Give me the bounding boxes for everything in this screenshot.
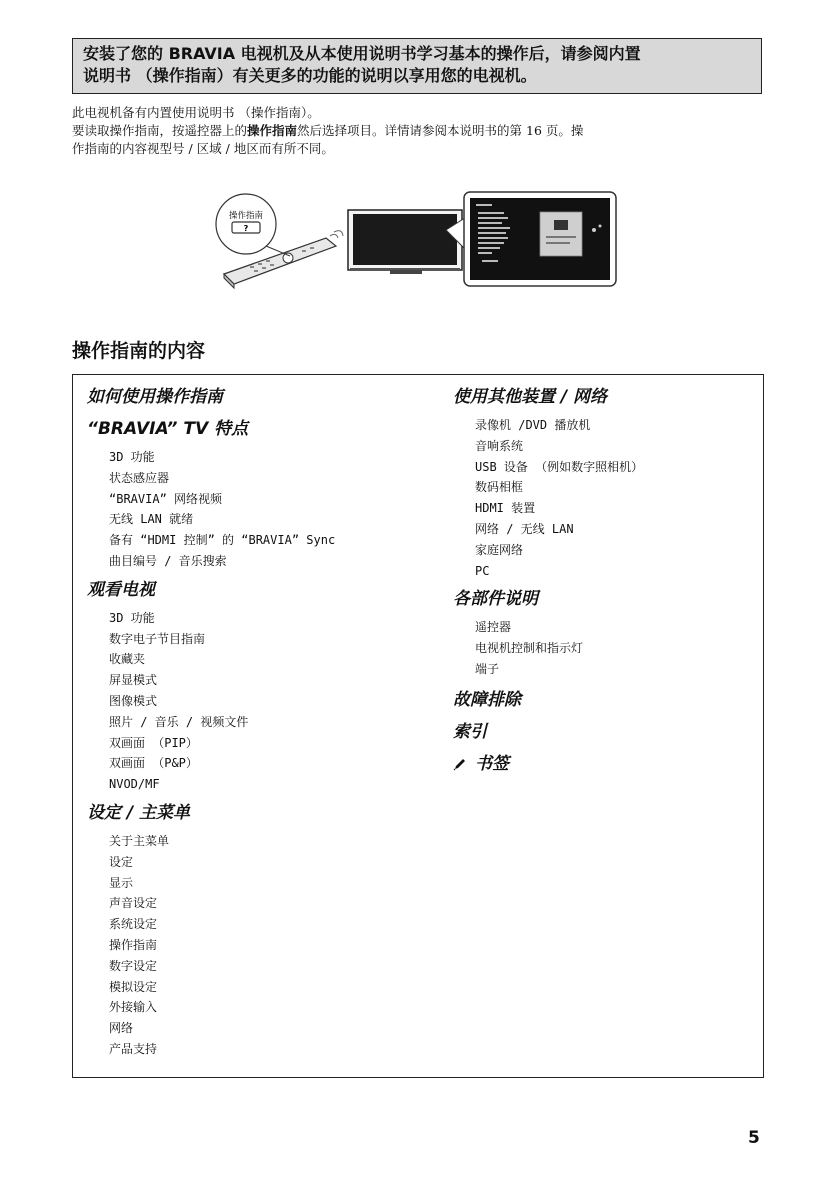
intro-paragraph-1: 此电视机备有内置使用说明书 （操作指南）。 bbox=[72, 105, 320, 120]
toc-item: 产品支持 bbox=[109, 1041, 158, 1056]
toc-heading: 设定 / 主菜单 bbox=[87, 802, 191, 823]
intro-banner bbox=[72, 38, 762, 94]
intro-paragraph-2 bbox=[72, 122, 762, 140]
banner-line-2: 说明书 （操作指南）有关更多的功能的说明以享用您的电视机。 bbox=[83, 66, 537, 85]
toc-item: 数码相框 bbox=[475, 480, 524, 495]
guide-button-key: ? bbox=[243, 224, 249, 233]
banner-line-1: 安装了您的 BRAVIA 电视机及从本使用说明书学习基本的操作后，请参阅内置 bbox=[83, 44, 641, 63]
toc-item: 屏显模式 bbox=[109, 673, 158, 688]
guide-screen-callout bbox=[446, 192, 616, 286]
intro-p2-after: 然后选择项目。详情请参阅本说明书的第 16 页。操 bbox=[297, 123, 584, 138]
toc-item-list bbox=[87, 608, 427, 795]
toc-item: 外接输入 bbox=[109, 1000, 158, 1015]
guide-button-callout bbox=[216, 194, 290, 256]
toc-heading: 各部件说明 bbox=[453, 589, 538, 610]
toc-item: 端子 bbox=[475, 661, 500, 676]
toc-item-list bbox=[87, 447, 427, 572]
toc-item: 网络 bbox=[109, 1021, 134, 1036]
toc-item: 音响系统 bbox=[475, 438, 524, 453]
toc-item-list bbox=[453, 617, 753, 679]
toc-item: 状态感应器 bbox=[109, 470, 170, 485]
toc-item: 关于主菜单 bbox=[109, 833, 170, 848]
toc-item: NVOD/MF bbox=[109, 777, 160, 792]
toc-item: 无线 LAN 就绪 bbox=[109, 512, 194, 527]
tv-image bbox=[348, 210, 462, 274]
toc-item: 声音设定 bbox=[109, 896, 158, 911]
page-number: 5 bbox=[748, 1128, 760, 1148]
toc-item: 备有 “HDMI 控制” 的 “BRAVIA” Sync bbox=[109, 533, 336, 548]
toc-item: 双画面 （PIP） bbox=[109, 735, 198, 750]
toc-item: HDMI 装置 bbox=[475, 501, 536, 516]
toc-item: 收藏夹 bbox=[109, 652, 146, 667]
toc-item-list bbox=[87, 831, 427, 1060]
intro-p2-bold: 操作指南 bbox=[247, 123, 298, 138]
toc-item: 曲目编号 / 音乐搜索 bbox=[109, 553, 227, 568]
pencil-icon bbox=[453, 757, 467, 771]
toc-item-list bbox=[453, 415, 753, 581]
toc-heading: 如何使用操作指南 bbox=[87, 387, 223, 407]
toc-heading: 故障排除 bbox=[453, 689, 521, 710]
toc-item: 设定 bbox=[109, 854, 134, 869]
toc-heading: 索引 bbox=[453, 721, 487, 742]
toc-item: 显示 bbox=[109, 875, 134, 890]
toc-item: 操作指南 bbox=[109, 937, 158, 952]
toc-item: 遥控器 bbox=[475, 620, 512, 635]
toc-right-column bbox=[453, 385, 753, 782]
toc-item: 3D 功能 bbox=[109, 450, 155, 464]
bookmark-heading-text: 书签 bbox=[475, 753, 509, 774]
toc-box bbox=[72, 374, 764, 1078]
toc-item: 系统设定 bbox=[109, 917, 158, 932]
toc-heading-bookmark bbox=[453, 752, 753, 776]
tv-remote-illustration bbox=[210, 186, 620, 294]
toc-item: 网络 / 无线 LAN bbox=[475, 521, 574, 536]
toc-item: 家庭网络 bbox=[475, 542, 524, 557]
toc-item: 电视机控制和指示灯 bbox=[475, 641, 584, 656]
toc-left-column bbox=[87, 385, 427, 1066]
toc-item: USB 设备 （例如数字照相机） bbox=[475, 459, 644, 474]
toc-item: 3D 功能 bbox=[109, 610, 155, 625]
toc-item: 数字设定 bbox=[109, 958, 158, 973]
toc-item: 双画面 （P&P） bbox=[109, 756, 198, 771]
toc-heading: 使用其他装置 / 网络 bbox=[453, 387, 608, 407]
toc-item: 照片 / 音乐 / 视频文件 bbox=[109, 714, 249, 729]
toc-heading: 观看电视 bbox=[87, 579, 155, 600]
intro-p2-before: 要读取操作指南，按遥控器上的 bbox=[72, 123, 248, 138]
toc-item: 数字电子节目指南 bbox=[109, 631, 206, 646]
intro-paragraph-2-line2: 作指南的内容视型号 / 区域 / 地区而有所不同。 bbox=[72, 141, 334, 156]
toc-item: “BRAVIA” 网络视频 bbox=[109, 491, 223, 506]
intro-text bbox=[72, 104, 762, 158]
toc-item: PC bbox=[475, 563, 490, 578]
toc-item: 图像模式 bbox=[109, 693, 158, 708]
toc-item: 模拟设定 bbox=[109, 979, 158, 994]
toc-heading: “BRAVIA” TV 特点 bbox=[87, 419, 249, 439]
toc-item: 录像机 /DVD 播放机 bbox=[475, 418, 591, 432]
section-title: 操作指南的内容 bbox=[72, 340, 206, 362]
guide-button-label: 操作指南 bbox=[228, 211, 264, 221]
